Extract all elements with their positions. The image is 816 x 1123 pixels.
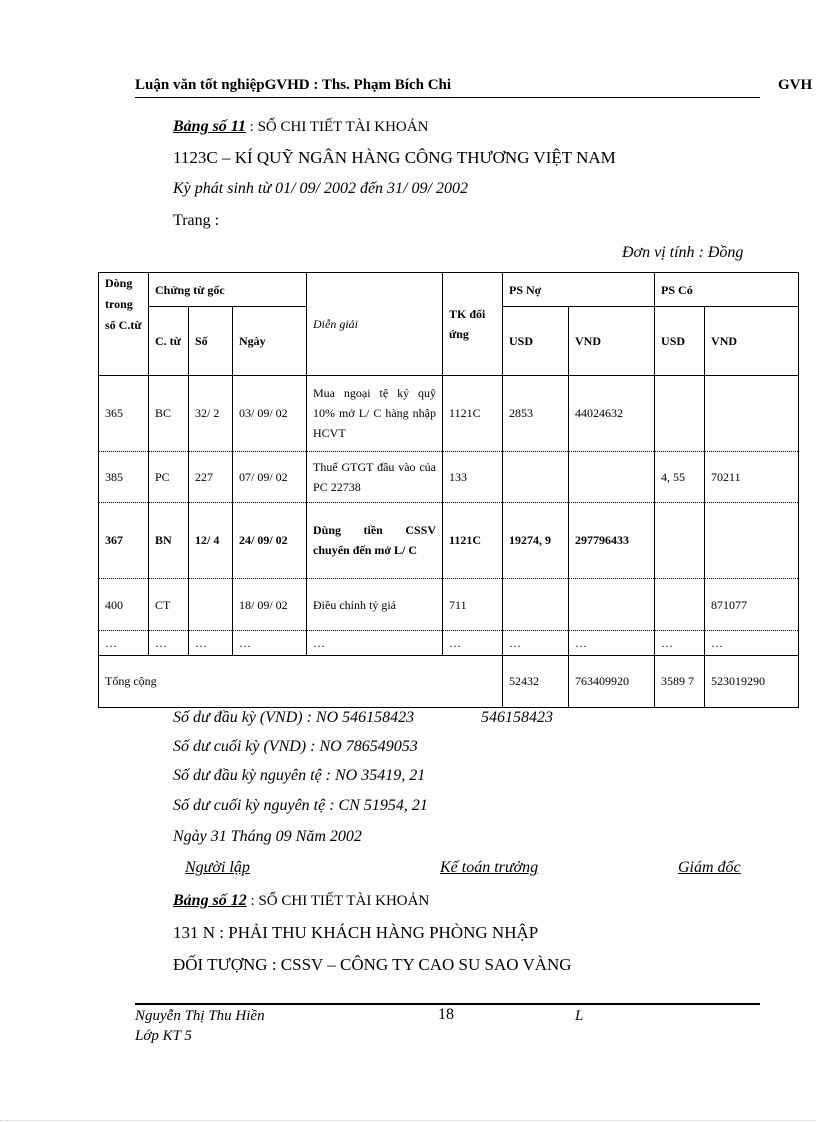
signer-preparer: Người lập	[185, 859, 250, 876]
col-so-header: Số	[189, 307, 233, 375]
cell-no-vnd	[569, 452, 655, 502]
table11-period: Kỳ phát sinh từ 01/ 09/ 2002 đến 31/ 09/ 2002	[173, 180, 468, 197]
cell-tk: 711	[443, 579, 503, 631]
cell-no-vnd: 297796433	[569, 502, 655, 579]
col-co-usd-header: USD	[655, 307, 705, 375]
cell-so	[189, 579, 233, 631]
table-row	[99, 579, 799, 631]
cell-so: …	[189, 631, 233, 655]
cell-ct: BC	[149, 375, 189, 452]
cell-ngay: 18/ 09/ 02	[233, 579, 307, 631]
footer-page-number: 18	[438, 1006, 454, 1023]
cell-dong: 365	[99, 375, 149, 452]
cell-so: 12/ 4	[189, 502, 233, 579]
cell-ngay: 07/ 09/ 02	[233, 452, 307, 502]
cell-tk: 1121C	[443, 375, 503, 452]
table-row	[99, 375, 799, 452]
page-edge-divider	[0, 1120, 816, 1121]
cell-tk: …	[443, 631, 503, 655]
col-tk-header: TK đối ứng	[443, 273, 503, 376]
total-no-vnd: 763409920	[569, 655, 655, 707]
signer-director: Giám đốc	[678, 859, 741, 876]
cell-dien-giai: Điều chỉnh tỷ giá	[307, 579, 443, 631]
table12-account-line: 131 N : PHẢI THU KHÁCH HÀNG PHÒNG NHẬP	[173, 923, 539, 942]
date-line: Ngày 31 Tháng 09 Năm 2002	[173, 828, 362, 845]
cell-co-vnd: …	[705, 631, 799, 655]
cell-co-vnd	[705, 375, 799, 452]
cell-no-usd: …	[503, 631, 569, 655]
cell-dong: …	[99, 631, 149, 655]
table11-page: Trang :	[173, 212, 220, 229]
cell-no-usd: 2853	[503, 375, 569, 452]
table-row	[99, 502, 799, 579]
total-row	[99, 655, 799, 707]
footer-author: Nguyễn Thị Thu Hiền	[135, 1008, 265, 1024]
cell-tk: 133	[443, 452, 503, 502]
balance-open-vnd-extra: 546158423	[481, 709, 553, 726]
table12-heading	[173, 892, 429, 910]
cell-dong: 400	[99, 579, 149, 631]
col-ps-co-header: PS Có	[655, 273, 799, 307]
total-co-vnd: 523019290	[705, 655, 799, 707]
total-co-usd: 3589 7	[655, 655, 705, 707]
cell-ct: …	[149, 631, 189, 655]
table12-subject: ĐỐI TƯỢNG : CSSV – CÔNG TY CAO SU SAO VÀNG	[173, 955, 572, 974]
col-co-vnd-header: VND	[705, 307, 799, 375]
table12-title: : SỔ CHI TIẾT TÀI KHOẢN	[246, 893, 430, 909]
table11-heading	[173, 118, 428, 136]
cell-ngay: 03/ 09/ 02	[233, 375, 307, 452]
footer-rule	[135, 1003, 760, 1005]
col-chung-tu-header: Chứng từ gốc	[149, 273, 307, 307]
cell-no-vnd: …	[569, 631, 655, 655]
table11-label: Bảng số 11	[173, 118, 246, 135]
col-dong-header: Dòng trong sổ C.từ	[99, 273, 149, 376]
balance-open-vnd: Số dư đầu kỳ (VND) : NO 546158423	[173, 709, 415, 726]
balance-open-fx: Số dư đầu kỳ nguyên tệ : NO 35419, 21	[173, 767, 426, 784]
cell-co-vnd	[705, 502, 799, 579]
cell-no-usd	[503, 452, 569, 502]
table-row	[99, 631, 799, 655]
cell-so: 227	[189, 452, 233, 502]
cell-ngay: …	[233, 631, 307, 655]
header-rule	[135, 97, 760, 98]
table12-label: Bảng số 12	[173, 892, 247, 909]
cell-ct: PC	[149, 452, 189, 502]
cell-co-usd: …	[655, 631, 705, 655]
total-label: Tổng cộng	[99, 655, 503, 707]
table-row	[99, 452, 799, 502]
cell-dien-giai: Dùng tiền CSSV chuyển đến mở L/ C	[307, 502, 443, 579]
cell-co-usd	[655, 579, 705, 631]
col-ngay-header: Ngày	[233, 307, 307, 375]
footer-mark: L	[575, 1008, 584, 1024]
col-ps-no-header: PS Nợ	[503, 273, 655, 307]
cell-no-usd	[503, 579, 569, 631]
cell-co-usd	[655, 502, 705, 579]
header-title: Luận văn tốt nghiệpGVHD : Ths. Phạm Bích Chi	[135, 77, 452, 93]
cell-no-vnd	[569, 579, 655, 631]
table11-account-line: 1123C – KÍ QUỸ NGÂN HÀNG CÔNG THƯƠNG VIỆT NAM	[173, 148, 616, 167]
table11-unit: Đơn vị tính : Đồng	[622, 244, 744, 261]
signer-chief-accountant: Kế toán trưởng	[440, 859, 539, 876]
cell-ct: BN	[149, 502, 189, 579]
col-no-vnd-header: VND	[569, 307, 655, 375]
cell-so: 32/ 2	[189, 375, 233, 452]
cell-dong: 367	[99, 502, 149, 579]
balance-close-fx: Số dư cuối kỳ nguyên tệ : CN 51954, 21	[173, 797, 428, 814]
cell-dien-giai: Mua ngoại tệ ký quỹ 10% mở L/ C hàng nhập HCVT	[307, 375, 443, 452]
col-dien-giai-header: Diễn giải	[307, 273, 443, 376]
table11-title: : SỔ CHI TIẾT TÀI KHOẢN	[245, 119, 429, 135]
cell-co-vnd: 70211	[705, 452, 799, 502]
footer-class: Lớp KT 5	[135, 1028, 192, 1044]
header-right: GVH	[778, 77, 813, 93]
cell-tk: 1121C	[443, 502, 503, 579]
cell-co-usd: 4, 55	[655, 452, 705, 502]
col-ct-header: C. từ	[149, 307, 189, 375]
cell-no-vnd: 44024632	[569, 375, 655, 452]
cell-co-vnd: 871077	[705, 579, 799, 631]
balance-close-vnd: Số dư cuối kỳ (VND) : NO 786549053	[173, 738, 418, 755]
cell-ngay: 24/ 09/ 02	[233, 502, 307, 579]
ledger-table	[98, 272, 799, 708]
total-no-usd: 52432	[503, 655, 569, 707]
cell-dien-giai: …	[307, 631, 443, 655]
cell-co-usd	[655, 375, 705, 452]
cell-dien-giai: Thuế GTGT đầu vào của PC 22738	[307, 452, 443, 502]
cell-ct: CT	[149, 579, 189, 631]
cell-no-usd: 19274, 9	[503, 502, 569, 579]
col-no-usd-header: USD	[503, 307, 569, 375]
cell-dong: 385	[99, 452, 149, 502]
